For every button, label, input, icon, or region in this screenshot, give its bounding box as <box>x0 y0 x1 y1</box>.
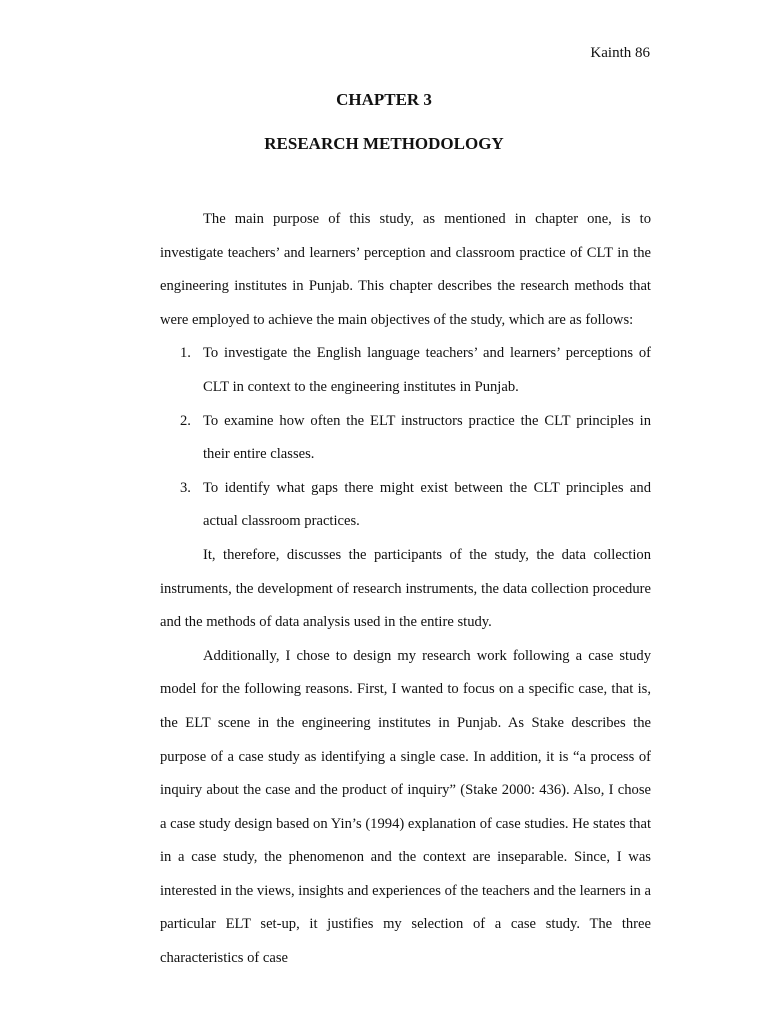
list-item-number: 1. <box>180 345 191 362</box>
chapter-title: RESEARCH METHODOLOGY <box>264 134 504 153</box>
list-item <box>160 337 651 404</box>
list-item-number: 2. <box>180 412 191 429</box>
running-head: Kainth 86 <box>590 45 650 61</box>
paragraph-participants: It, therefore, discusses the participants of the study, the data collection instruments, the development of research instruments, the data collection procedure and the methods of data analysis used in the entire study. <box>160 546 651 631</box>
list-item-text: To examine how often the ELT instructors practice the CLT principles in their entire classes. <box>203 412 651 463</box>
list-item <box>160 405 651 472</box>
paragraph-case-study: Additionally, I chose to design my research work following a case study model for the following reasons. First, I wanted to focus on a specific case, that is, the ELT scene in the engineering institutes in Punjab. As Stake describes the purpose of a case study as identifying a single case. In addition, it is “a process of inquiry about the case and the product of inquiry” (Stake 2000: 436). Also, I chose a case study design based on Yin’s (1994) explanation of case studies. He states that in a case study, the phenomenon and the context are inseparable. Since, I was interested in the views, insights and experiences of the teachers and the learners in a particular ELT set-up, it justifies my selection of a case study. The three characteristics of case <box>160 647 651 967</box>
list-item-text: To investigate the English language teachers’ and learners’ perceptions of CLT in context to the engineering institutes in Punjab. <box>203 345 651 395</box>
body-text <box>160 203 651 976</box>
list-item <box>160 472 651 539</box>
objectives-list <box>160 337 651 539</box>
paragraph-intro: The main purpose of this study, as mentioned in chapter one, is to investigate teachers’ and learners’ perception and classroom practice of CLT in the engineering institutes in Punjab. This chapter describes the research methods that were employed to achieve the main objectives of the study, which are as follows: <box>160 211 651 328</box>
chapter-number: CHAPTER 3 <box>336 90 432 109</box>
list-item-number: 3. <box>180 479 191 496</box>
list-item-text: To identify what gaps there might exist between the CLT principles and actual classroom practices. <box>203 479 651 530</box>
